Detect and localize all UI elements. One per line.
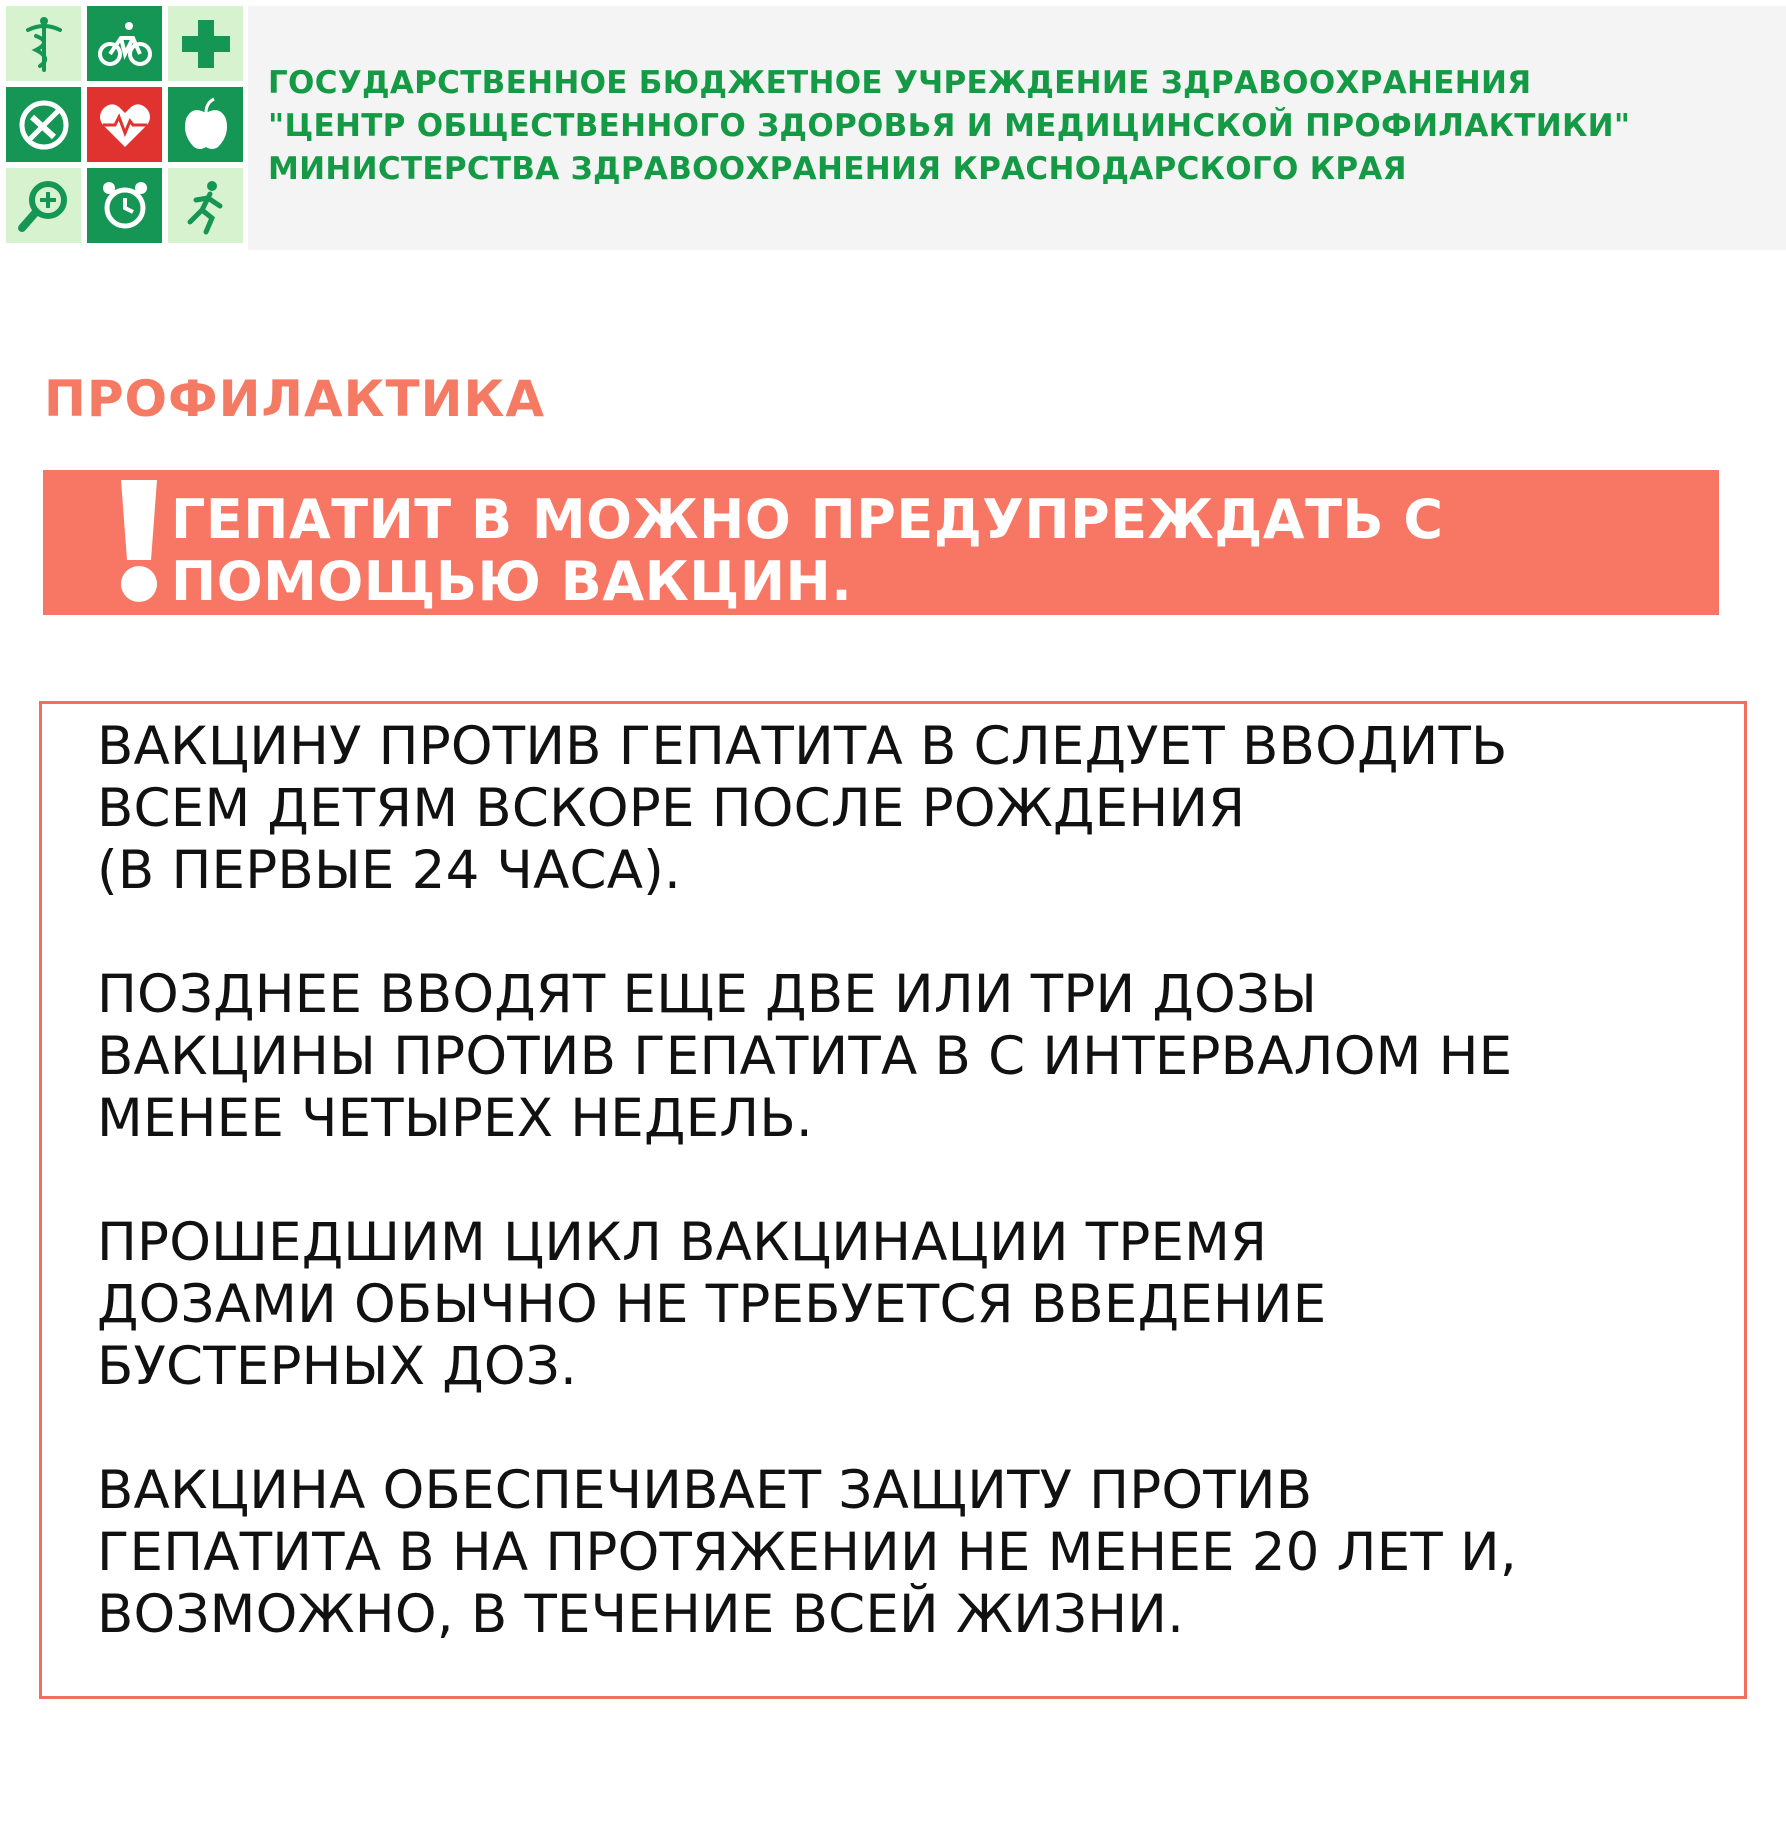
exclamation-icon <box>117 480 161 605</box>
banner-line: ПОМОЩЬЮ ВАКЦИН. <box>171 550 853 613</box>
org-title-line: МИНИСТЕРСТВА ЗДРАВООХРАНЕНИЯ КРАСНОДАРСКОГО КРАЯ <box>268 151 1407 187</box>
logo <box>6 6 244 244</box>
paragraph-line: БУСТЕРНЫХ ДОЗ. <box>97 1336 578 1397</box>
paragraph-line: (В ПЕРВЫЕ 24 ЧАСА). <box>97 840 682 901</box>
paragraph-line: ДОЗАМИ ОБЫЧНО НЕ ТРЕБУЕТСЯ ВВЕДЕНИЕ <box>97 1274 1327 1335</box>
alarm-clock-icon <box>87 168 162 243</box>
paragraph-line: ВОЗМОЖНО, В ТЕЧЕНИЕ ВСЕЙ ЖИЗНИ. <box>97 1584 1185 1645</box>
header <box>0 0 1786 250</box>
paragraph <box>97 716 1737 902</box>
warning-banner <box>43 470 1719 615</box>
paragraph-line: ПРОШЕДШИМ ЦИКЛ ВАКЦИНАЦИИ ТРЕМЯ <box>97 1212 1268 1273</box>
paragraph <box>97 1460 1737 1646</box>
paragraph-line: ГЕПАТИТА В НА ПРОТЯЖЕНИИ НЕ МЕНЕЕ 20 ЛЕТ И, <box>97 1522 1517 1583</box>
paragraph-line: ВАКЦИНУ ПРОТИВ ГЕПАТИТА В СЛЕДУЕТ ВВОДИТЬ <box>97 716 1508 777</box>
no-smoking-icon <box>6 87 81 162</box>
heart-cardiogram-icon <box>87 87 162 162</box>
paragraph-line: ПОЗДНЕЕ ВВОДЯТ ЕЩЕ ДВЕ ИЛИ ТРИ ДОЗЫ <box>97 964 1318 1025</box>
plus-icon <box>168 6 243 81</box>
org-title-line: "ЦЕНТР ОБЩЕСТВЕННОГО ЗДОРОВЬЯ И МЕДИЦИНСКОЙ ПРОФИЛАКТИКИ" <box>268 108 1631 144</box>
bicycle-icon <box>87 6 162 81</box>
paragraph <box>97 1212 1737 1398</box>
paragraph-line: ВАКЦИНА ОБЕСПЕЧИВАЕТ ЗАЩИТУ ПРОТИВ <box>97 1460 1313 1521</box>
runner-icon <box>168 168 243 243</box>
org-title <box>268 62 1778 191</box>
org-title-line: ГОСУДАРСТВЕННОЕ БЮДЖЕТНОЕ УЧРЕЖДЕНИЕ ЗДРАВООХРАНЕНИЯ <box>268 65 1532 101</box>
paragraph <box>97 964 1737 1150</box>
content-box <box>39 701 1747 1699</box>
section-heading: ПРОФИЛАКТИКА <box>44 370 546 428</box>
banner-line: ГЕПАТИТ В МОЖНО ПРЕДУПРЕЖДАТЬ С <box>171 488 1444 551</box>
paragraph-line: ВАКЦИНЫ ПРОТИВ ГЕПАТИТА В С ИНТЕРВАЛОМ НЕ <box>97 1026 1513 1087</box>
banner-text <box>171 489 1701 613</box>
magnifier-icon <box>6 168 81 243</box>
apple-icon <box>168 87 243 162</box>
paragraph-line: МЕНЕЕ ЧЕТЫРЕХ НЕДЕЛЬ. <box>97 1088 813 1149</box>
caduceus-icon <box>6 6 81 81</box>
paragraph-line: ВСЕМ ДЕТЯМ ВСКОРЕ ПОСЛЕ РОЖДЕНИЯ <box>97 778 1246 839</box>
